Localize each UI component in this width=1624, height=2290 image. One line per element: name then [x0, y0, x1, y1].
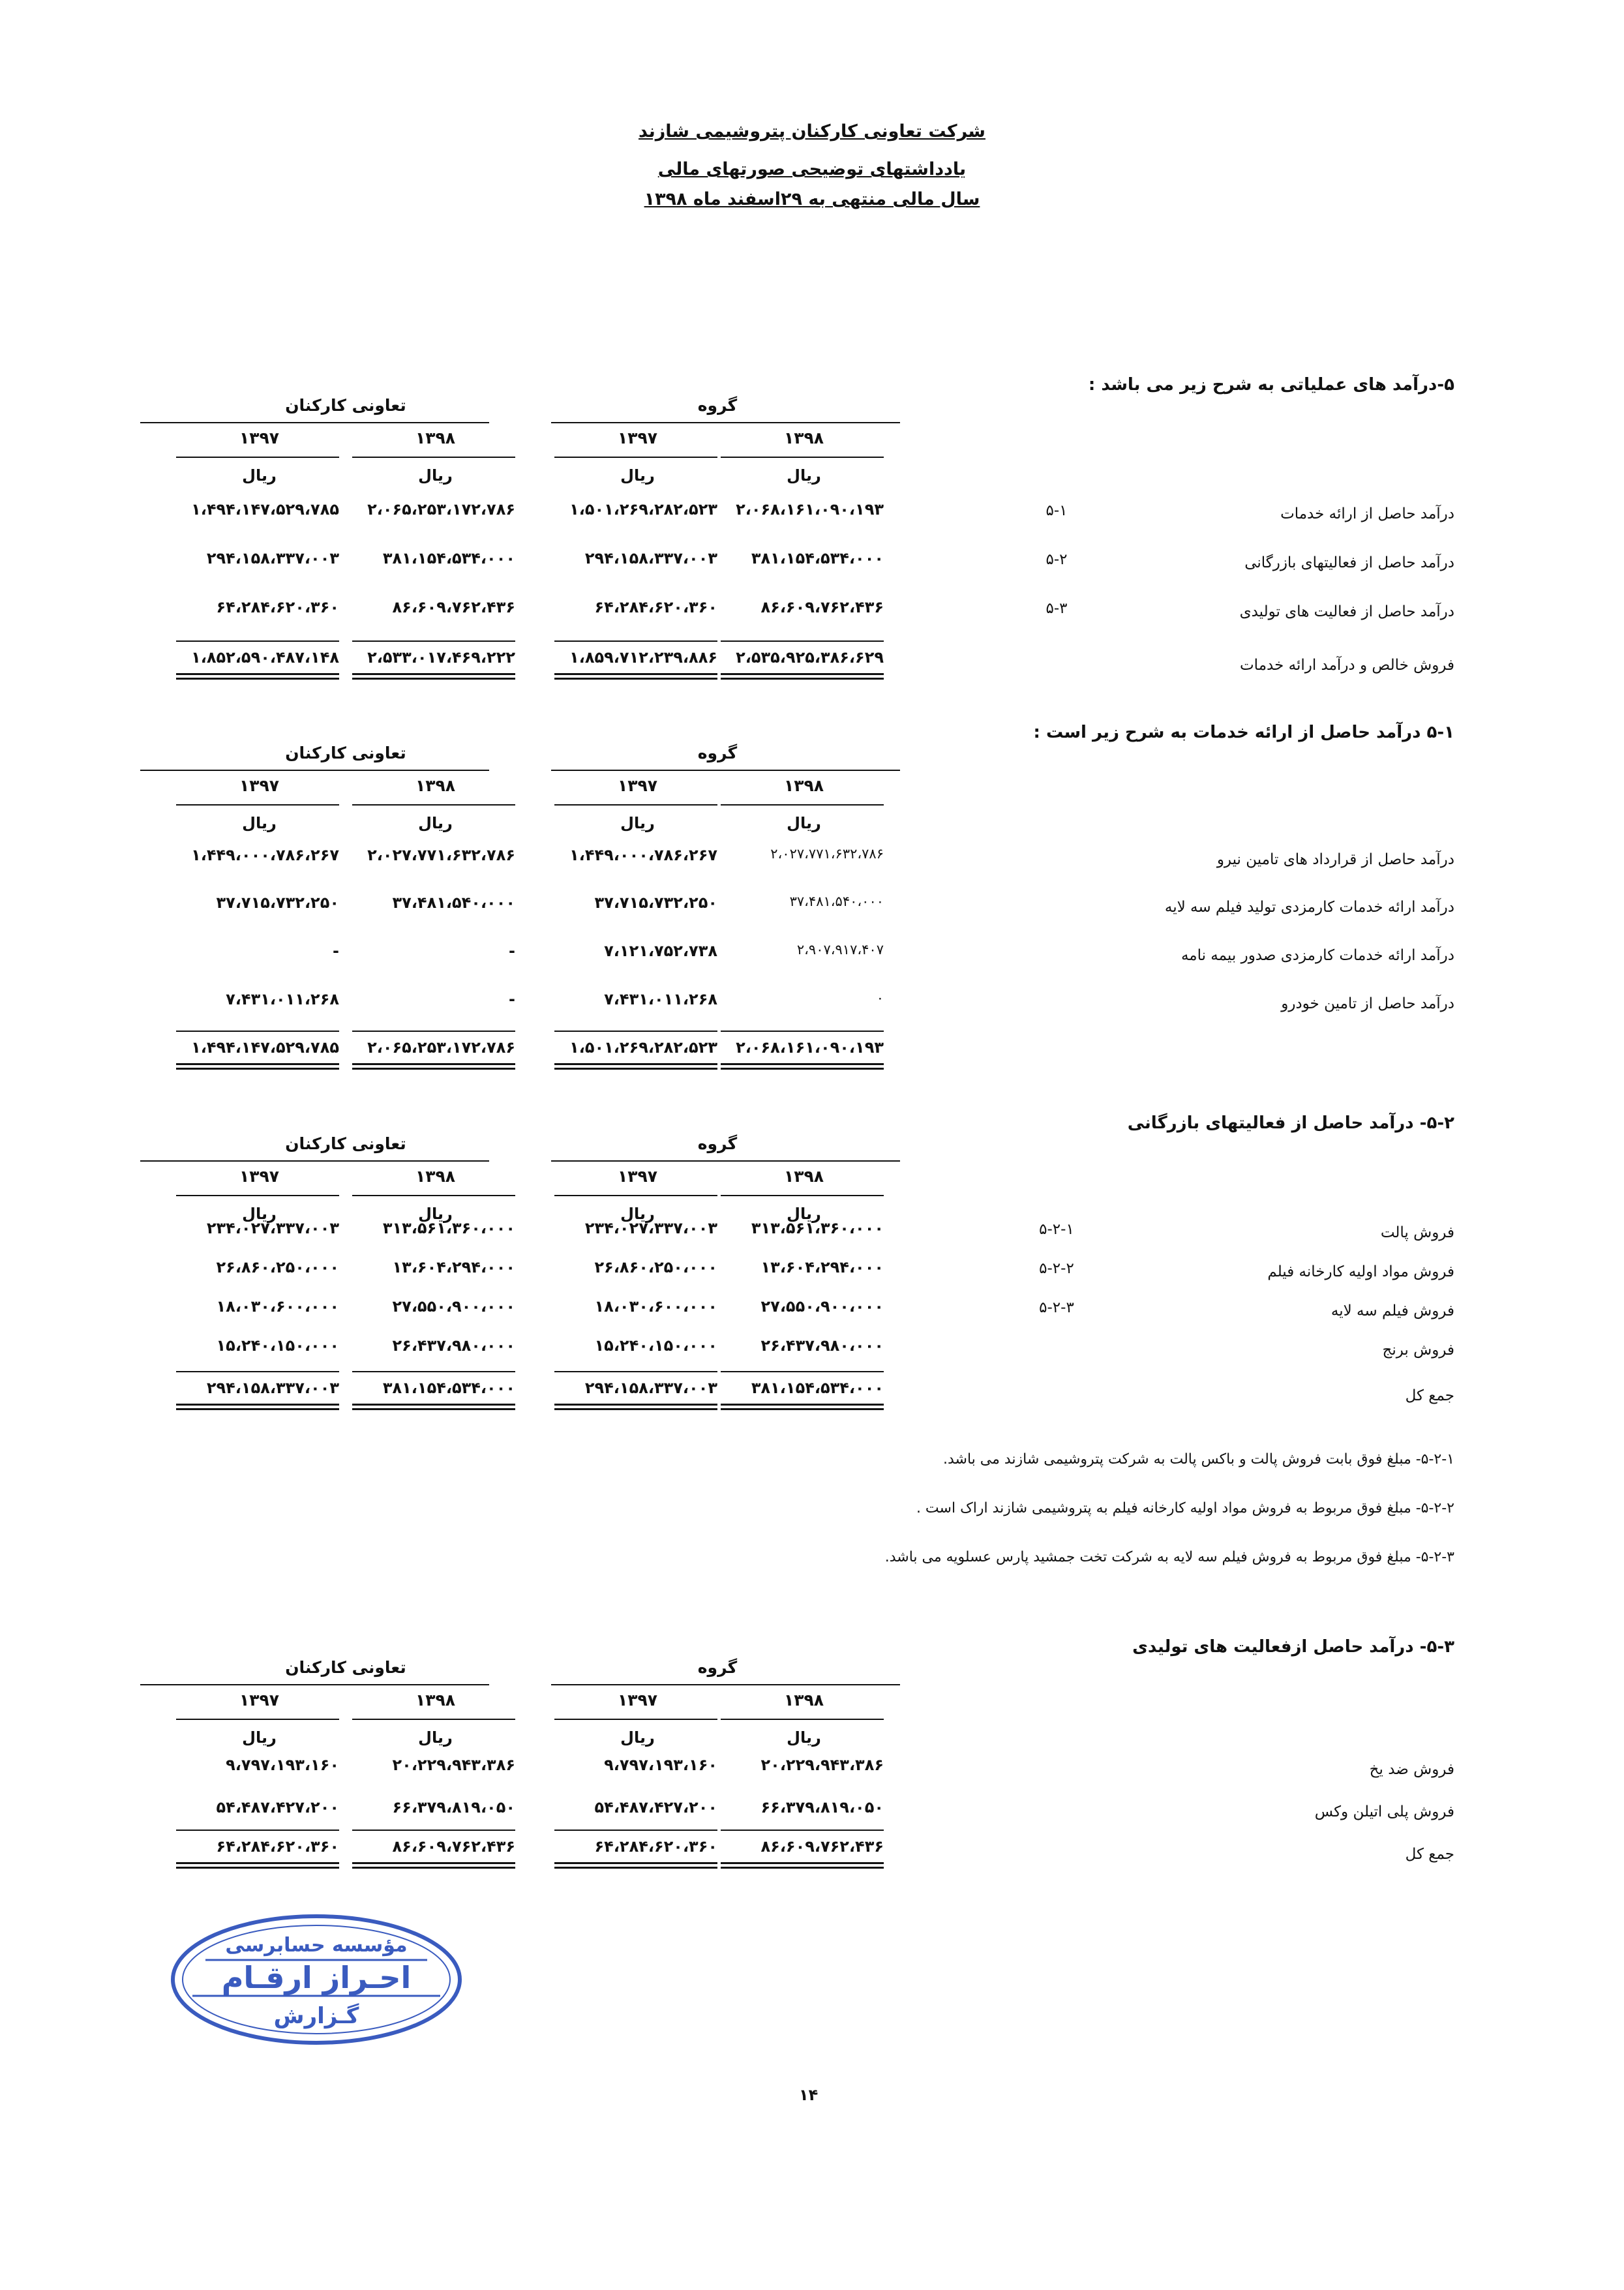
total-double-rule [721, 1408, 884, 1410]
cell-value: ۸۶،۶۰۹،۷۶۲،۴۳۶ [392, 598, 515, 616]
row-note: ۵-۲-۱ [1039, 1221, 1074, 1238]
cell-value: ۳۷،۴۸۱،۵۴۰،۰۰۰ [392, 894, 515, 912]
cell-value: ۹،۷۹۷،۱۹۳،۱۶۰ [604, 1756, 717, 1774]
total-rule [352, 1830, 515, 1831]
group-header: گروه [697, 1134, 738, 1153]
row-label: فروش ضد یخ [1369, 1761, 1454, 1778]
coop-underline [140, 1160, 489, 1162]
year-underline [176, 457, 339, 458]
coop-header: تعاونی کارکنان [285, 396, 406, 415]
group-header: گروه [697, 1658, 738, 1677]
cell-value: ۸۶،۶۰۹،۷۶۲،۴۳۶ [760, 598, 884, 616]
group-underline [551, 770, 900, 771]
group-underline [551, 422, 900, 423]
unit-header: ریال [787, 1728, 821, 1747]
footnote-1: ۵-۲-۱- مبلغ فوق بابت فروش پالت و باکس پالت به شرکت پتروشیمی شازند می باشد. [942, 1451, 1454, 1468]
year-header: ۱۳۹۷ [617, 1167, 658, 1186]
year-underline [352, 1719, 515, 1720]
cell-value: ۳۸۱،۱۵۴،۵۳۴،۰۰۰ [751, 549, 884, 567]
year-header: ۱۳۹۷ [239, 1691, 280, 1710]
svg-text:مؤسسه حسابرسی: مؤسسه حسابرسی [225, 1934, 408, 1957]
row-label: فروش برنج [1382, 1342, 1454, 1359]
unit-header: ریال [242, 1205, 277, 1223]
cell-value: ۲۳۴،۰۲۷،۳۳۷،۰۰۳ [584, 1219, 717, 1237]
total-value: ۸۶،۶۰۹،۷۶۲،۴۳۶ [392, 1837, 515, 1856]
notes-subtitle: یادداشتهای توضیحی صورتهای مالی [657, 159, 967, 179]
total-value: ۸۶،۶۰۹،۷۶۲،۴۳۶ [760, 1837, 884, 1856]
total-double-rule [176, 678, 339, 680]
cell-value: ۱۵،۲۴۰،۱۵۰،۰۰۰ [594, 1336, 717, 1355]
cell-value: ۲،۰۶۵،۲۵۳،۱۷۲،۷۸۶ [367, 500, 515, 519]
total-double-rule [352, 1862, 515, 1864]
total-double-rule [721, 1063, 884, 1065]
total-label: فروش خالص و درآمد ارائه خدمات [1240, 657, 1454, 674]
total-double-rule [176, 1063, 339, 1065]
total-rule [176, 1371, 339, 1372]
audit-stamp [166, 1911, 466, 2048]
total-value: ۱،۸۵۹،۷۱۲،۲۳۹،۸۸۶ [569, 648, 717, 667]
cell-value: ۲،۹۰۷،۹۱۷،۴۰۷ [796, 942, 884, 957]
year-underline [176, 1719, 339, 1720]
total-double-rule [721, 1862, 884, 1864]
row-note: ۵-۲-۳ [1039, 1299, 1074, 1316]
group-header: گروه [697, 744, 738, 762]
cell-value: ۲،۰۲۷،۷۷۱،۶۳۲،۷۸۶ [770, 846, 884, 862]
cell-value: - [509, 942, 515, 960]
year-underline [554, 457, 717, 458]
total-double-rule [352, 1063, 515, 1065]
year-header: ۱۳۹۸ [783, 776, 824, 795]
total-rule [176, 1830, 339, 1831]
year-underline [721, 804, 884, 806]
year-underline [721, 1719, 884, 1720]
unit-header: ریال [242, 1728, 277, 1747]
total-double-rule [352, 1068, 515, 1070]
cell-value: ۵۴،۴۸۷،۴۲۷،۲۰۰ [216, 1798, 339, 1816]
total-value: ۱،۸۵۲،۵۹۰،۴۸۷،۱۴۸ [191, 648, 339, 667]
period-title: سال مالی منتهی به ۲۹اسفند ماه ۱۳۹۸ [644, 189, 980, 209]
cell-value: ۳۱۳،۵۶۱،۳۶۰،۰۰۰ [382, 1219, 515, 1237]
row-note: ۵-۱ [1045, 502, 1068, 519]
total-double-rule [352, 673, 515, 675]
total-double-rule [176, 1867, 339, 1869]
cell-value: ۳۷،۷۱۵،۷۳۲،۲۵۰ [594, 894, 717, 912]
total-value: ۳۸۱،۱۵۴،۵۳۴،۰۰۰ [382, 1379, 515, 1397]
footnote-2: ۵-۲-۲- مبلغ فوق مربوط به فروش مواد اولیه کارخانه فیلم به پتروشیمی شازند اراک است . [916, 1500, 1454, 1516]
total-rule [176, 1031, 339, 1032]
unit-header: ریال [787, 466, 821, 485]
cell-value: - [333, 942, 339, 960]
unit-header: ریال [787, 814, 821, 832]
total-double-rule [176, 1408, 339, 1410]
row-label: درآمد ارائه خدمات کارمزدی صدور بیمه نامه [1180, 947, 1454, 964]
cell-value: ۲۹۴،۱۵۸،۳۳۷،۰۰۳ [584, 549, 717, 567]
unit-header: ریال [242, 466, 277, 485]
row-label: فروش پالت [1380, 1224, 1454, 1241]
row-label: درآمد ارائه خدمات کارمزدی تولید فیلم سه لایه [1164, 899, 1454, 916]
year-underline [176, 804, 339, 806]
coop-underline [140, 770, 489, 771]
year-underline [352, 804, 515, 806]
cell-value: ۹،۷۹۷،۱۹۳،۱۶۰ [226, 1756, 339, 1774]
cell-value: ۳۷،۷۱۵،۷۳۲،۲۵۰ [216, 894, 339, 912]
total-value: ۲۹۴،۱۵۸،۳۳۷،۰۰۳ [206, 1379, 339, 1397]
cell-value: ۲۰،۲۲۹،۹۴۳،۳۸۶ [760, 1756, 884, 1774]
cell-value: ۵۴،۴۸۷،۴۲۷،۲۰۰ [594, 1798, 717, 1816]
cell-value: ۲،۰۶۸،۱۶۱،۰۹۰،۱۹۳ [736, 500, 884, 519]
total-value: ۶۴،۲۸۴،۶۲۰،۳۶۰ [594, 1837, 717, 1856]
total-double-rule [352, 1867, 515, 1869]
total-value: ۲،۵۳۵،۹۲۵،۳۸۶،۶۲۹ [736, 648, 884, 667]
year-header: ۱۳۹۸ [783, 1691, 824, 1710]
cell-value: - [509, 990, 515, 1008]
year-header: ۱۳۹۸ [415, 1691, 456, 1710]
total-double-rule [721, 1068, 884, 1070]
cell-value: ۲۷،۵۵۰،۹۰۰،۰۰۰ [392, 1297, 515, 1316]
cell-value: ۲۳۴،۰۲۷،۳۳۷،۰۰۳ [206, 1219, 339, 1237]
total-double-rule [352, 678, 515, 680]
row-label: فروش مواد اولیه کارخانه فیلم [1267, 1263, 1454, 1280]
year-header: ۱۳۹۷ [239, 429, 280, 447]
year-underline [352, 457, 515, 458]
year-underline [721, 457, 884, 458]
page-number: ۱۴ [799, 2086, 819, 2104]
coop-header: تعاونی کارکنان [285, 1658, 406, 1677]
year-underline [554, 1195, 717, 1196]
total-double-rule [176, 1068, 339, 1070]
total-rule [352, 1031, 515, 1032]
row-label: فروش فیلم سه لایه [1331, 1303, 1454, 1319]
year-header: ۱۳۹۷ [239, 1167, 280, 1186]
cell-value: ۶۴،۲۸۴،۶۲۰،۳۶۰ [216, 598, 339, 616]
total-double-rule [352, 1404, 515, 1406]
total-double-rule [721, 1404, 884, 1406]
total-rule [721, 640, 884, 642]
total-double-rule [176, 673, 339, 675]
year-header: ۱۳۹۸ [783, 1167, 824, 1186]
cell-value: ۰ [876, 990, 884, 1006]
section-title: ۵-۲- درآمد حاصل از فعالیتهای بازرگانی [1127, 1113, 1454, 1133]
year-header: ۱۳۹۷ [239, 776, 280, 795]
cell-value: ۳۷،۴۸۱،۵۴۰،۰۰۰ [789, 894, 884, 909]
cell-value: ۶۴،۲۸۴،۶۲۰،۳۶۰ [594, 598, 717, 616]
total-double-rule [554, 673, 717, 675]
unit-header: ریال [620, 466, 655, 485]
total-value: ۲،۰۶۸،۱۶۱،۰۹۰،۱۹۳ [736, 1038, 884, 1057]
total-double-rule [554, 1063, 717, 1065]
total-value: ۲،۵۳۳،۰۱۷،۴۶۹،۲۲۲ [367, 648, 515, 667]
total-value: ۱،۴۹۴،۱۴۷،۵۲۹،۷۸۵ [191, 1038, 339, 1057]
total-rule [554, 1031, 717, 1032]
cell-value: ۱۸،۰۳۰،۶۰۰،۰۰۰ [216, 1297, 339, 1316]
total-double-rule [176, 1862, 339, 1864]
cell-value: ۱،۵۰۱،۲۶۹،۲۸۲،۵۲۳ [569, 500, 717, 519]
cell-value: ۷،۱۲۱،۷۵۲،۷۳۸ [604, 942, 717, 960]
total-double-rule [352, 1408, 515, 1410]
cell-value: ۲۶،۸۶۰،۲۵۰،۰۰۰ [216, 1258, 339, 1276]
cell-value: ۶۶،۳۷۹،۸۱۹،۰۵۰ [760, 1798, 884, 1816]
total-value: ۲۹۴،۱۵۸،۳۳۷،۰۰۳ [584, 1379, 717, 1397]
total-double-rule [721, 1867, 884, 1869]
year-header: ۱۳۹۸ [415, 1167, 456, 1186]
row-note: ۵-۲-۲ [1039, 1260, 1074, 1277]
row-label: درآمد حاصل از تامین خودرو [1281, 995, 1454, 1012]
cell-value: ۷،۴۳۱،۰۱۱،۲۶۸ [226, 990, 339, 1008]
cell-value: ۱۳،۶۰۴،۲۹۴،۰۰۰ [760, 1258, 884, 1276]
total-rule [721, 1830, 884, 1831]
cell-value: ۲۶،۴۳۷،۹۸۰،۰۰۰ [392, 1336, 515, 1355]
section-title: ۵-۱ درآمد حاصل از ارائه خدمات به شرح زیر است : [1033, 723, 1454, 742]
total-label: جمع کل [1405, 1387, 1454, 1404]
row-label: درآمد حاصل از فعالیت های تولیدی [1239, 603, 1454, 620]
group-underline [551, 1160, 900, 1162]
cell-value: ۶۶،۳۷۹،۸۱۹،۰۵۰ [392, 1798, 515, 1816]
svg-text:احـراز ارقـام: احـراز ارقـام [221, 1960, 412, 1995]
cell-value: ۱۳،۶۰۴،۲۹۴،۰۰۰ [392, 1258, 515, 1276]
total-value: ۶۴،۲۸۴،۶۲۰،۳۶۰ [216, 1837, 339, 1856]
section-title: ۵-درآمد های عملیاتی به شرح زیر می باشد : [1088, 375, 1454, 395]
cell-value: ۷،۴۳۱،۰۱۱،۲۶۸ [604, 990, 717, 1008]
year-underline [554, 1719, 717, 1720]
year-underline [352, 1195, 515, 1196]
total-rule [554, 1371, 717, 1372]
total-rule [554, 640, 717, 642]
year-underline [721, 1195, 884, 1196]
total-rule [352, 1371, 515, 1372]
coop-underline [140, 1684, 489, 1685]
total-value: ۲،۰۶۵،۲۵۳،۱۷۲،۷۸۶ [367, 1038, 515, 1057]
year-header: ۱۳۹۸ [415, 776, 456, 795]
svg-text:گـزارش: گـزارش [273, 2003, 359, 2029]
row-label: درآمد حاصل از ارائه خدمات [1280, 505, 1454, 522]
total-double-rule [176, 1404, 339, 1406]
row-label: درآمد حاصل از فعالیتهای بازرگانی [1244, 554, 1454, 571]
cell-value: ۳۱۳،۵۶۱،۳۶۰،۰۰۰ [751, 1219, 884, 1237]
total-double-rule [721, 673, 884, 675]
cell-value: ۲،۰۲۷،۷۷۱،۶۳۲،۷۸۶ [367, 846, 515, 864]
row-label: فروش پلی اتیلن وکس [1314, 1803, 1454, 1820]
group-underline [551, 1684, 900, 1685]
coop-underline [140, 422, 489, 423]
total-rule [352, 640, 515, 642]
cell-value: ۱،۴۴۹،۰۰۰،۷۸۶،۲۶۷ [569, 846, 717, 864]
year-header: ۱۳۹۷ [617, 776, 658, 795]
unit-header: ریال [620, 1205, 655, 1223]
cell-value: ۱۵،۲۴۰،۱۵۰،۰۰۰ [216, 1336, 339, 1355]
cell-value: ۲۹۴،۱۵۸،۳۳۷،۰۰۳ [206, 549, 339, 567]
total-double-rule [554, 678, 717, 680]
unit-header: ریال [620, 1728, 655, 1747]
total-value: ۱،۵۰۱،۲۶۹،۲۸۲،۵۲۳ [569, 1038, 717, 1057]
total-double-rule [554, 1867, 717, 1869]
unit-header: ریال [787, 1205, 821, 1223]
unit-header: ریال [620, 814, 655, 832]
total-rule [721, 1031, 884, 1032]
total-double-rule [554, 1862, 717, 1864]
unit-header: ریال [242, 814, 277, 832]
year-header: ۱۳۹۸ [415, 429, 456, 447]
coop-header: تعاونی کارکنان [285, 744, 406, 762]
company-title: شرکت تعاونی کارکنان پتروشیمی شازند [639, 121, 985, 142]
cell-value: ۲۷،۵۵۰،۹۰۰،۰۰۰ [760, 1297, 884, 1316]
unit-header: ریال [418, 1728, 453, 1747]
row-note: ۵-۳ [1045, 600, 1068, 617]
cell-value: ۱،۴۹۴،۱۴۷،۵۲۹،۷۸۵ [191, 500, 339, 519]
year-header: ۱۳۹۸ [783, 429, 824, 447]
total-rule [721, 1371, 884, 1372]
cell-value: ۱،۴۴۹،۰۰۰،۷۸۶،۲۶۷ [191, 846, 339, 864]
row-label: درآمد حاصل از قرارداد های تامین نیرو [1216, 851, 1454, 868]
year-underline [554, 804, 717, 806]
unit-header: ریال [418, 1205, 453, 1223]
total-double-rule [721, 678, 884, 680]
coop-header: تعاونی کارکنان [285, 1134, 406, 1153]
cell-value: ۳۸۱،۱۵۴،۵۳۴،۰۰۰ [382, 549, 515, 567]
unit-header: ریال [418, 466, 453, 485]
cell-value: ۲۶،۸۶۰،۲۵۰،۰۰۰ [594, 1258, 717, 1276]
year-header: ۱۳۹۷ [617, 429, 658, 447]
footnote-3: ۵-۲-۳- مبلغ فوق مربوط به فروش فیلم سه لایه به شرکت تخت جمشید پارس عسلویه می باشد. [884, 1549, 1454, 1565]
section-title: ۵-۳- درآمد حاصل ازفعالیت های تولیدی [1132, 1637, 1454, 1657]
year-header: ۱۳۹۷ [617, 1691, 658, 1710]
cell-value: ۱۸،۰۳۰،۶۰۰،۰۰۰ [594, 1297, 717, 1316]
cell-value: ۲۶،۴۳۷،۹۸۰،۰۰۰ [760, 1336, 884, 1355]
total-rule [176, 640, 339, 642]
group-header: گروه [697, 396, 738, 415]
unit-header: ریال [418, 814, 453, 832]
total-double-rule [554, 1404, 717, 1406]
total-label: جمع کل [1405, 1846, 1454, 1863]
cell-value: ۲۰،۲۲۹،۹۴۳،۳۸۶ [392, 1756, 515, 1774]
total-double-rule [554, 1408, 717, 1410]
total-double-rule [554, 1068, 717, 1070]
row-note: ۵-۲ [1045, 551, 1068, 568]
total-value: ۳۸۱،۱۵۴،۵۳۴،۰۰۰ [751, 1379, 884, 1397]
year-underline [176, 1195, 339, 1196]
total-rule [554, 1830, 717, 1831]
